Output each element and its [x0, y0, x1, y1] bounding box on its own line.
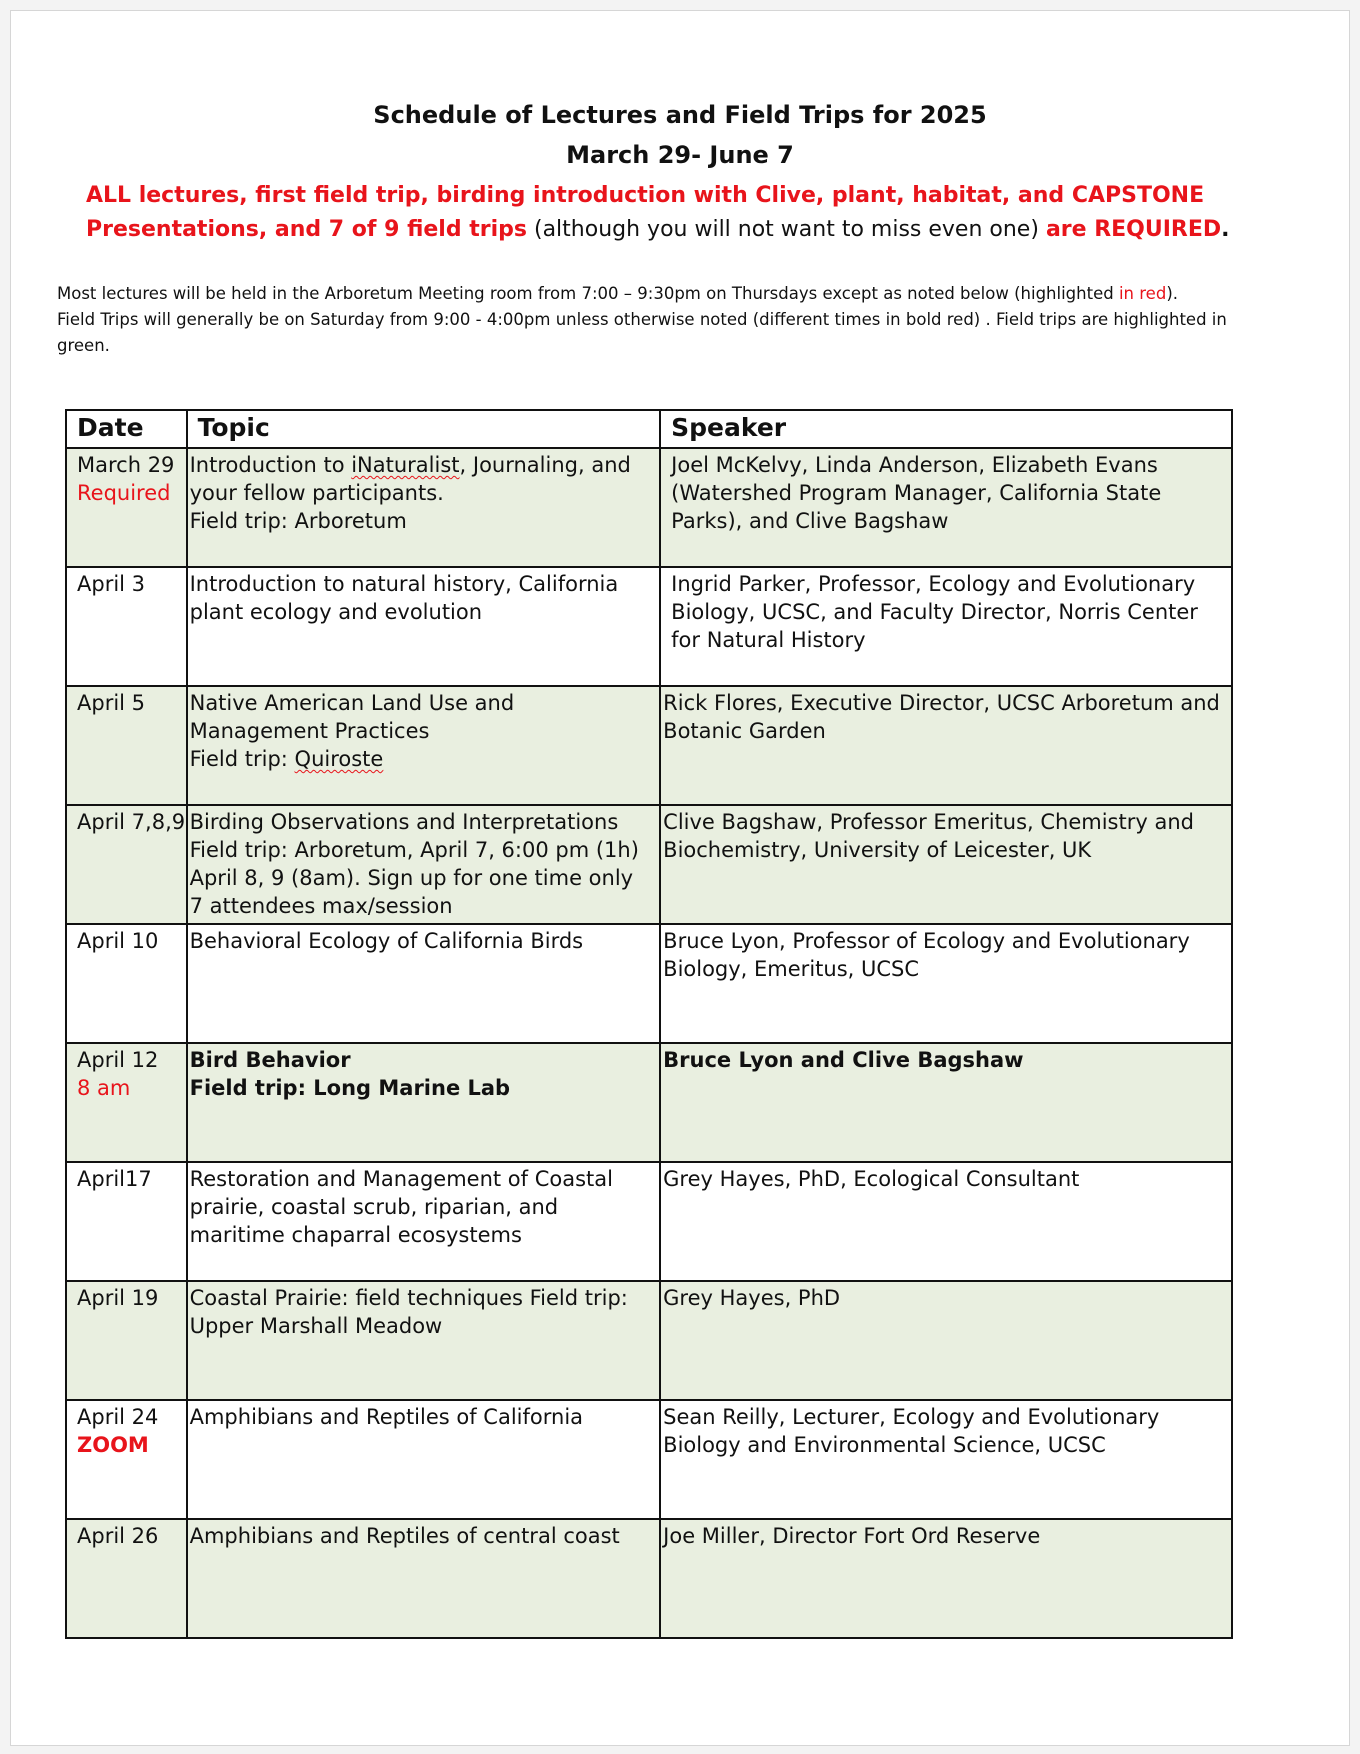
date-cell: April 26: [66, 1519, 187, 1638]
page-title: Schedule of Lectures and Field Trips for 2025: [373, 101, 987, 129]
table-header-row: [66, 410, 1232, 448]
speaker-cell: Grey Hayes, PhD, Ecological Consultant: [660, 1162, 1232, 1281]
table-row: [66, 924, 1232, 1043]
date-note: ZOOM: [77, 1433, 149, 1457]
topic-text: Birding Observations and Interpretations Field trip: Arboretum, April 7, 6:00 pm (1h) April 8, 9 (8am). Sign up for one time only: [189, 810, 639, 890]
topic-text: Bird Behavior: [189, 1048, 351, 1072]
date-cell: [66, 1043, 187, 1162]
date-text: April 12: [77, 1048, 159, 1072]
speaker-cell: Bruce Lyon and Clive Bagshaw: [660, 1043, 1232, 1162]
column-header-speaker: Speaker: [660, 410, 1232, 448]
topic-cell: Amphibians and Reptiles of central coast: [187, 1519, 661, 1638]
schedule-table: [65, 409, 1233, 1639]
table-row: [66, 1519, 1232, 1638]
date-cell: April 3: [66, 567, 187, 686]
topic-cell: Behavioral Ecology of California Birds: [187, 924, 661, 1043]
date-text: March 29: [77, 453, 175, 477]
date-cell: [66, 1400, 187, 1519]
speaker-cell: Sean Reilly, Lecturer, Ecology and Evolutionary Biology and Environmental Science, UCSC: [660, 1400, 1232, 1519]
topic-field-trip-label: Field trip:: [189, 747, 295, 771]
speaker-cell: Rick Flores, Executive Director, UCSC Arboretum and Botanic Garden: [660, 686, 1232, 805]
speaker-cell: Clive Bagshaw, Professor Emeritus, Chemistry and Biochemistry, University of Leicester, UK: [660, 805, 1232, 924]
speaker-cell: Joel McKelvy, Linda Anderson, Elizabeth Evans (Watershed Program Manager, California State Parks), and Clive Bagshaw: [660, 448, 1232, 567]
topic-field-trip: Field trip: Arboretum: [189, 509, 407, 533]
topic-text: Native American Land Use and Management Practices: [189, 691, 515, 743]
topic-text: Introduction to: [189, 453, 352, 477]
topic-cell: [187, 686, 661, 805]
topic-cell: [187, 1043, 661, 1162]
date-cell: [66, 448, 187, 567]
column-header-topic: Topic: [187, 410, 661, 448]
date-cell: April17: [66, 1162, 187, 1281]
topic-cell: Restoration and Management of Coastal prairie, coastal scrub, riparian, and maritime chaparral ecosystems: [187, 1162, 661, 1281]
topic-cell: Introduction to natural history, California plant ecology and evolution: [187, 567, 661, 686]
requirements-red-text: ALL lectures, first field trip, birding introduction with Clive, plant, habitat, and CAPSTONE Presentations, and 7 of 9 field trips: [86, 183, 1205, 242]
topic-field-trip: Field trip: Long Marine Lab: [189, 1076, 511, 1100]
date-note: Required: [77, 481, 171, 505]
intro-line1-a: Most lectures will be held in the Arboretum Meeting room from 7:00 – 9:30pm on Thursdays except as noted below (highlighted: [57, 284, 1119, 303]
intro-paragraph: [57, 281, 1257, 359]
date-cell: April 19: [66, 1281, 187, 1400]
topic-cell: Coastal Prairie: field techniques Field trip: Upper Marshall Meadow: [187, 1281, 661, 1400]
topic-cell: Amphibians and Reptiles of California: [187, 1400, 661, 1519]
requirements-notice: [86, 179, 1266, 247]
topic-text: , Journaling, and your fellow participants.: [189, 453, 631, 505]
intro-line1-b: ).: [1166, 284, 1178, 303]
date-text: April 24: [77, 1405, 159, 1429]
topic-cell: [187, 805, 661, 924]
table-row: [66, 1162, 1232, 1281]
requirements-period: .: [1221, 217, 1230, 242]
date-cell: April 5: [66, 686, 187, 805]
spellcheck-word: iNaturalist: [351, 453, 460, 477]
topic-field-trip: [190, 745, 658, 773]
intro-line1-red: in red: [1118, 284, 1167, 303]
date-cell: April 10: [66, 924, 187, 1043]
column-header-date: Date: [66, 410, 187, 448]
document-page: [10, 10, 1350, 1746]
topic-cell: [187, 448, 661, 567]
requirements-required-text: are REQUIRED: [1045, 217, 1222, 242]
speaker-cell: Ingrid Parker, Professor, Ecology and Evolutionary Biology, UCSC, and Faculty Director, Norris Center for Natural History: [660, 567, 1232, 686]
date-cell: April 7,8,9: [66, 805, 187, 924]
table-row: [66, 1400, 1232, 1519]
table-row: [66, 1043, 1232, 1162]
table-row: [66, 686, 1232, 805]
date-note: 8 am: [77, 1076, 131, 1100]
table-row: [66, 1281, 1232, 1400]
requirements-black-text: (although you will not want to miss even one): [527, 217, 1046, 242]
topic-note: 7 attendees max/session: [189, 894, 453, 918]
speaker-cell: Grey Hayes, PhD: [660, 1281, 1232, 1400]
table-row: [66, 567, 1232, 686]
table-row: [66, 448, 1232, 567]
table-row: [66, 805, 1232, 924]
intro-line2: Field Trips will generally be on Saturday from 9:00 - 4:00pm unless otherwise noted (different times in bold red) . Field trips are highlighted in green.: [57, 310, 1227, 355]
speaker-cell: Joe Miller, Director Fort Ord Reserve: [660, 1519, 1232, 1638]
speaker-cell: Bruce Lyon, Professor of Ecology and Evolutionary Biology, Emeritus, UCSC: [660, 924, 1232, 1043]
spellcheck-word: Quiroste: [294, 747, 384, 771]
page-subtitle: March 29- June 7: [566, 141, 794, 169]
